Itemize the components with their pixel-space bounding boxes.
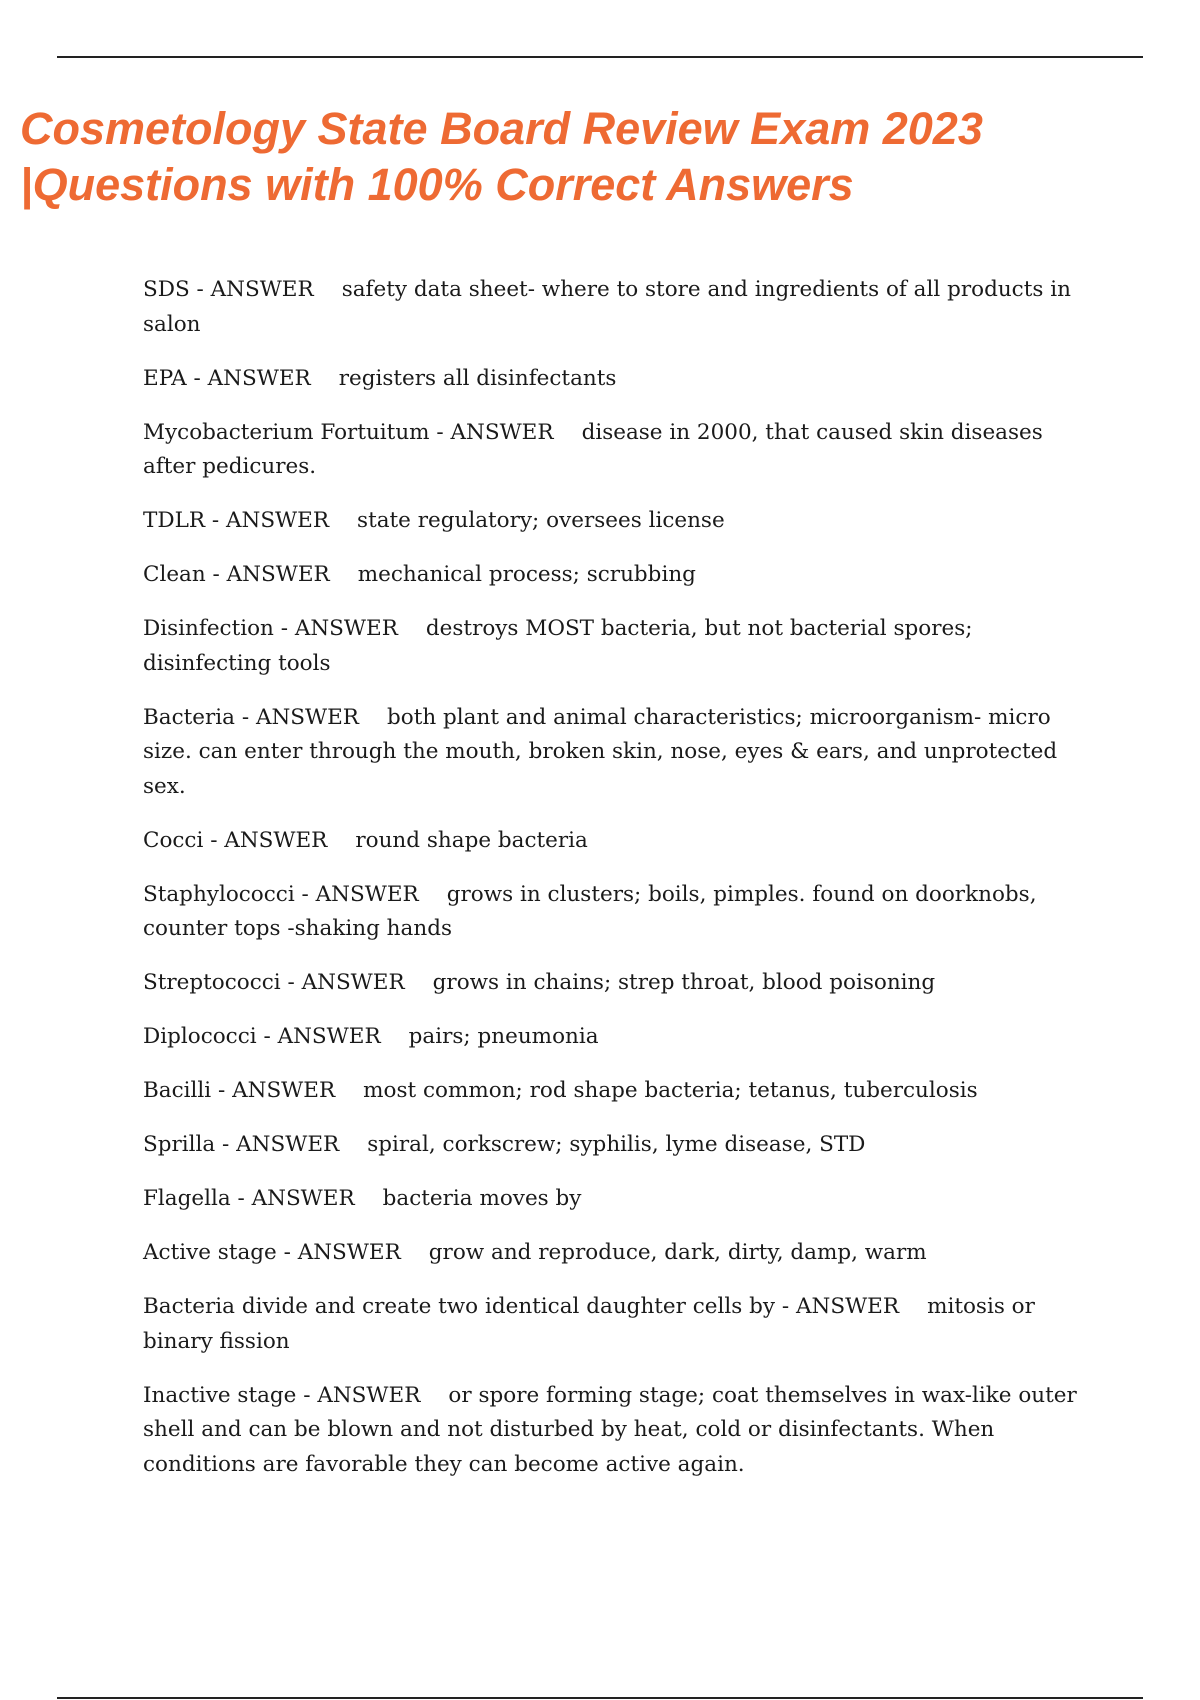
qa-term: Disinfection (143, 616, 274, 641)
qa-answer: safety data sheet- where to store and ingredients of all products in salon (143, 277, 1071, 337)
qa-answer: destroys MOST bacteria, but not bacterial spores; disinfecting tools (143, 616, 973, 676)
answer-label: ANSWER (232, 1078, 336, 1103)
answer-label: ANSWER (255, 704, 359, 730)
qa-term: Cocci (143, 827, 204, 853)
qa-answer: round shape bacteria (355, 827, 588, 853)
answer-label: ANSWER (224, 827, 328, 853)
qa-item: Sprilla - ANSWER spiral, corkscrew; syphilis, lyme disease, STD (143, 1132, 866, 1157)
qa-item: SDS - ANSWER safety data sheet- where to store and ingredients of all products in salon (143, 277, 1071, 337)
qa-item: EPA - ANSWER registers all disinfectants (143, 365, 617, 391)
qa-term: Sprilla (143, 1132, 216, 1157)
qa-answer: grows in clusters; boils, pimples. found on doorknobs, counter tops -shaking hands (143, 881, 1037, 941)
qa-term: Clean (143, 562, 206, 587)
qa-item: Clean - ANSWER mechanical process; scrubbing (143, 562, 696, 587)
qa-answer: spiral, corkscrew; syphilis, lyme disease, STD (367, 1132, 866, 1157)
qa-term: Flagella (143, 1186, 231, 1211)
answer-label: ANSWER (226, 562, 330, 587)
qa-item: Staphylococci - ANSWER grows in clusters; boils, pimples. found on doorknobs, counter tops -shaking hands (143, 881, 1037, 941)
qa-item: TDLR - ANSWER state regulatory; oversees license (143, 508, 725, 533)
title-line-2: |Questions with 100% Correct Answers (20, 159, 854, 210)
answer-label: ANSWER (301, 970, 405, 995)
qa-item: Diplococci - ANSWER pairs; pneumonia (143, 1024, 599, 1049)
qa-item: Mycobacterium Fortuitum - ANSWER disease in 2000, that caused skin diseases after pedicures. (143, 419, 1043, 479)
qa-item: Active stage - ANSWER grow and reproduce, dark, dirty, damp, warm (143, 1240, 927, 1265)
answer-label: ANSWER (297, 1240, 401, 1265)
qa-term: Bacteria divide and create two identical daughter cells by (143, 1294, 776, 1319)
qa-item: Bacteria - ANSWER both plant and animal characteristics; microorganism- micro size. can enter through the mouth, broken skin, nose, eyes & ears, and unprotected sex. (143, 704, 1058, 799)
qa-item: Flagella - ANSWER bacteria moves by (143, 1186, 582, 1211)
answer-label: ANSWER (315, 881, 419, 907)
qa-term: EPA (143, 365, 187, 391)
qa-item: Disinfection - ANSWER destroys MOST bacteria, but not bacterial spores; disinfecting tools (143, 616, 973, 676)
qa-answer: grow and reproduce, dark, dirty, damp, warm (428, 1240, 927, 1265)
qa-list (143, 273, 1095, 1502)
bottom-rule (57, 1697, 1143, 1699)
qa-answer: registers all disinfectants (338, 365, 617, 391)
qa-answer: mitosis or binary fission (143, 1294, 1035, 1354)
qa-term: Inactive stage (143, 1382, 297, 1408)
qa-term: Staphylococci (143, 881, 295, 907)
answer-label: ANSWER (236, 1132, 340, 1157)
qa-term: Active stage (143, 1240, 277, 1265)
qa-term: Bacteria (143, 704, 235, 730)
answer-label: ANSWER (251, 1186, 355, 1211)
qa-item: Streptococci - ANSWER grows in chains; strep throat, blood poisoning (143, 970, 936, 995)
qa-term: Streptococci (143, 970, 281, 995)
qa-answer: grows in chains; strep throat, blood poisoning (432, 970, 936, 995)
answer-label: ANSWER (317, 1382, 421, 1408)
answer-label: ANSWER (210, 277, 314, 302)
qa-item: Inactive stage - ANSWER or spore forming stage; coat themselves in wax-like outer shell and can be blown and not disturbed by heat, cold or disinfectants. When conditions are favorable they can become active again. (143, 1382, 1077, 1477)
qa-answer: bacteria moves by (382, 1186, 582, 1211)
qa-answer: disease in 2000, that caused skin diseases after pedicures. (143, 419, 1043, 479)
qa-term: Diplococci (143, 1024, 257, 1049)
qa-answer: mechanical process; scrubbing (357, 562, 696, 587)
qa-answer: state regulatory; oversees license (357, 508, 725, 533)
answer-label: ANSWER (294, 616, 398, 641)
qa-answer: most common; rod shape bacteria; tetanus, tuberculosis (363, 1078, 978, 1103)
answer-label: ANSWER (277, 1024, 381, 1049)
qa-item: Bacilli - ANSWER most common; rod shape bacteria; tetanus, tuberculosis (143, 1078, 978, 1103)
qa-item: Bacteria divide and create two identical daughter cells by - ANSWER mitosis or binary fission (143, 1294, 1035, 1354)
qa-term: TDLR (143, 508, 206, 533)
qa-answer: pairs; pneumonia (408, 1024, 599, 1049)
title-line-1: Cosmetology State Board Review Exam 2023 (20, 103, 983, 154)
qa-term: Mycobacterium Fortuitum (143, 419, 430, 445)
qa-term: SDS (143, 277, 190, 302)
qa-answer: or spore forming stage; coat themselves in wax-like outer shell and can be blown and not disturbed by heat, cold or disinfectants. When conditions are favorable they can become active again. (143, 1382, 1077, 1477)
answer-label: ANSWER (207, 365, 311, 391)
answer-label: ANSWER (450, 419, 554, 445)
qa-term: Bacilli (143, 1078, 212, 1103)
qa-item: Cocci - ANSWER round shape bacteria (143, 827, 588, 853)
document-title (20, 101, 1160, 213)
answer-label: ANSWER (796, 1294, 900, 1319)
top-rule (57, 56, 1143, 58)
answer-label: ANSWER (225, 508, 330, 533)
qa-answer: both plant and animal characteristics; microorganism- micro size. can enter through the mouth, broken skin, nose, eyes & ears, and unprotected sex. (143, 704, 1058, 799)
